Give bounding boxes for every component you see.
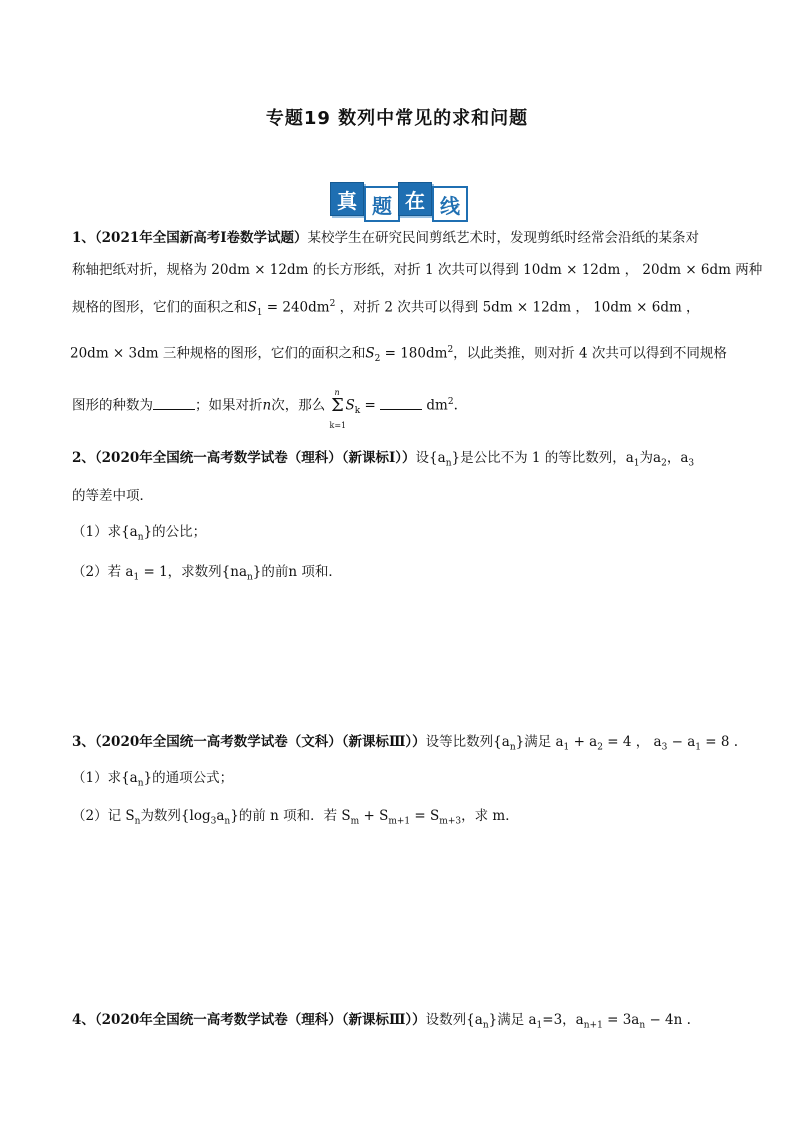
q2-part-2: （2）若 $a_1 = 1$，求数列$\{na_n\}$的前n 项和． [72, 564, 342, 583]
q3-line-1: 3、（2020年全国统一高考数学试卷（文科）（新课标Ⅲ））设等比数列$\{a_n\}$满足 $a_1 + a_2 = 4$ ， $a_3 - a_1 = 8$ . [72, 734, 739, 753]
q1-line-1: 1、（2021年全国新高考Ⅰ卷数学试题）某校学生在研究民间剪纸艺术时，发现剪纸时经常会沿纸的某条对 [72, 230, 700, 246]
banner-tile-2: 题 [364, 186, 400, 222]
banner-tile-3: 在 [398, 182, 432, 216]
answer-blank-2[interactable] [380, 397, 422, 410]
q3-part-2: （2）记 $S_n$为数列$\{\log_3a_n\}$的前 n 项和．若 $S_m + S_{m+1} = S_{m+3}$，求 m． [72, 808, 519, 827]
q1-line-3: 规格的图形，它们的面积之和$S_1 = 240dm^2$ ，对折 2 次共可以得到 5dm × 12dm ， 10dm × 6dm ， [72, 299, 700, 319]
q1-line-2: 称轴把纸对折，规格为 20dm × 12dm 的长方形纸，对折 1 次共可以得到 10dm × 12dm ， 20dm × 6dm 两种 [72, 262, 763, 278]
q4-line-1: 4、（2020年全国统一高考数学试卷（理科）（新课标Ⅲ））设数列$\{a_n\}$满足 $a_1=3$，$a_{n+1} = 3a_n - 4n$ . [72, 1012, 691, 1031]
page-title: 专题19 数列中常见的求和问题 [265, 108, 529, 129]
q1-line-5: 图形的种数为 ；如果对折n次，那么 Σ n k=1 $S_k = dm^2$. [72, 388, 458, 430]
section-banner [328, 180, 468, 218]
q1-line-4: 20dm × 3dm 三种规格的图形，它们的面积之和$S_2 = 180dm^2$，以此类推，则对折 4 次共可以得到不同规格 [70, 345, 727, 365]
banner-tile-4: 线 [432, 186, 468, 222]
answer-blank-1[interactable] [153, 397, 195, 410]
q2-line-2: 的等差中项． [72, 488, 153, 504]
summation-symbol: Σ n k=1 [329, 388, 347, 430]
q3-part-1: （1）求$\{a_n\}$的通项公式； [72, 770, 234, 789]
q2-part-1: （1）求$\{a_n\}$的公比； [72, 524, 207, 543]
banner-tile-1: 真 [330, 182, 364, 216]
q2-line-1: 2、（2020年全国统一高考数学试卷（理科）（新课标Ⅰ））设$\{a_n\}$是公比不为 1 的等比数列，$a_1$为$a_2$，$a_3$ [72, 450, 695, 469]
